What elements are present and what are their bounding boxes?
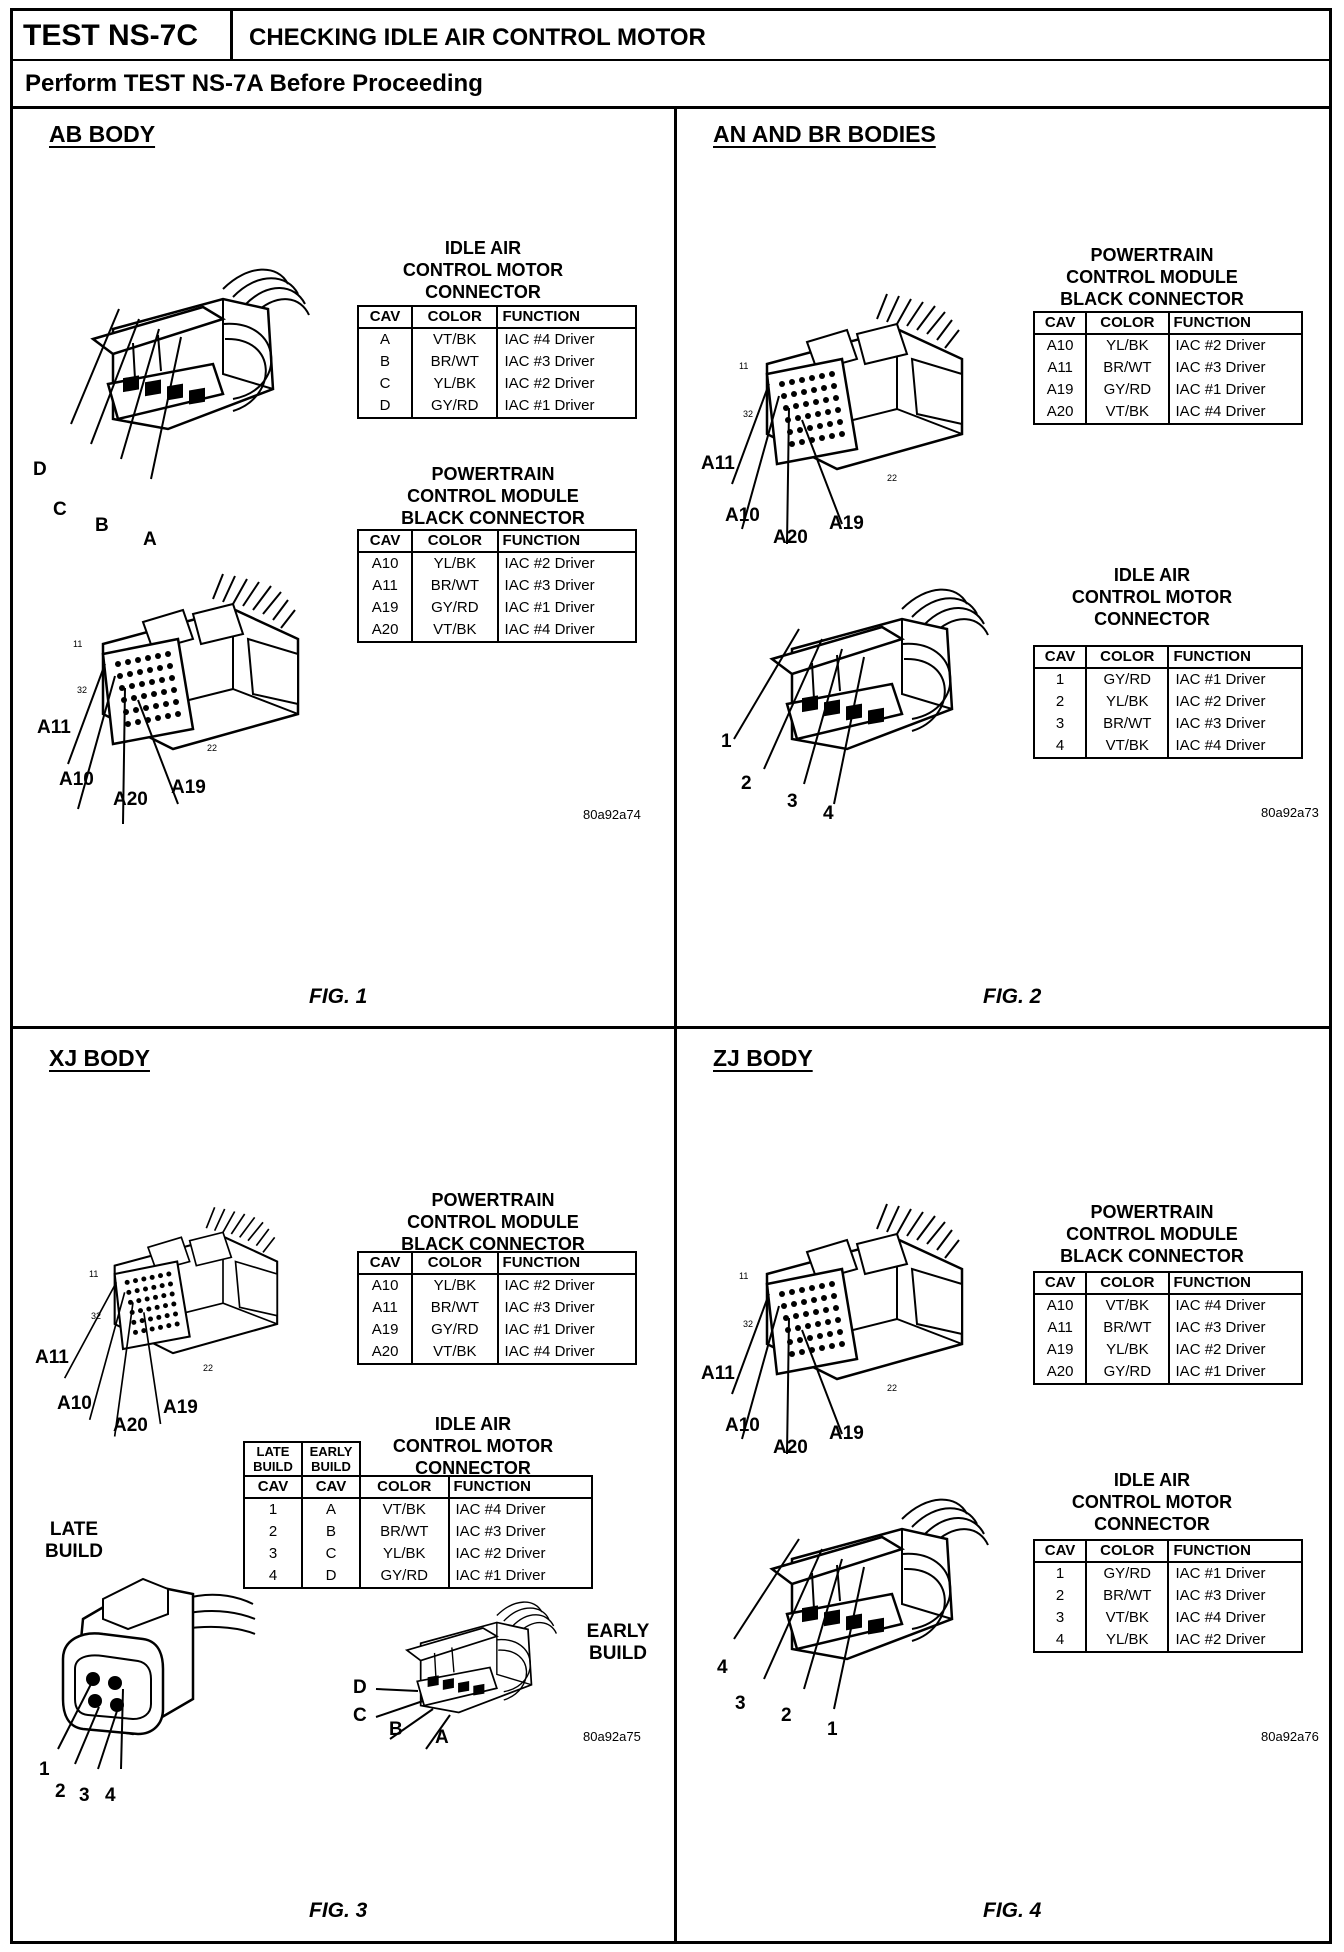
- spacer: [360, 1442, 449, 1476]
- fig1-pin-32: 32: [77, 685, 88, 695]
- cell: IAC #3 Driver: [1168, 1585, 1302, 1607]
- fig1-pin-11: 11: [73, 639, 83, 649]
- cell: C: [302, 1543, 360, 1565]
- iac-title-line1: IDLE AIR: [444, 238, 522, 258]
- cell: A11: [358, 575, 412, 597]
- table-row: [1034, 1317, 1302, 1339]
- late-build-text: LATE BUILD: [44, 1519, 104, 1562]
- col-function: FUNCTION: [497, 306, 636, 328]
- cell: 1: [1034, 1562, 1086, 1585]
- cell: IAC #4 Driver: [497, 328, 636, 351]
- cell: IAC #2 Driver: [449, 1543, 593, 1565]
- fig3-late-label-3: 3: [79, 1785, 90, 1806]
- cell: YL/BK: [360, 1543, 449, 1565]
- cell: IAC #4 Driver: [1169, 1294, 1302, 1317]
- fig4-caption: FIG. 4: [983, 1899, 1042, 1922]
- cell: IAC #3 Driver: [1169, 357, 1302, 379]
- header-row: [13, 11, 1329, 61]
- cell: IAC #1 Driver: [1168, 668, 1302, 691]
- fig4-pcm-label-a10: A10: [725, 1415, 760, 1436]
- fig3-pcm-label-a19: A19: [163, 1397, 198, 1418]
- cell: BR/WT: [1086, 1585, 1168, 1607]
- fig1-pcm-pin-table: [357, 529, 637, 643]
- cell: GY/RD: [1086, 379, 1168, 401]
- cell: BR/WT: [1086, 1317, 1168, 1339]
- col-cav-early: CAV: [302, 1476, 360, 1498]
- table-row: [244, 1543, 592, 1565]
- cell: A19: [358, 597, 412, 619]
- cell: IAC #1 Driver: [1168, 1562, 1302, 1585]
- fig4-pin-22: 22: [887, 1383, 898, 1393]
- cell: VT/BK: [360, 1498, 449, 1521]
- table-row: [244, 1498, 592, 1521]
- fig3-early-label-c: C: [353, 1705, 367, 1726]
- col-function: FUNCTION: [449, 1476, 593, 1498]
- cell: YL/BK: [1086, 1339, 1168, 1361]
- fig3-early-build-label: [583, 1621, 653, 1665]
- col-color: COLOR: [360, 1476, 449, 1498]
- cell: IAC #4 Driver: [1168, 735, 1302, 758]
- fig1-iac-label-b: B: [95, 515, 109, 536]
- table-row: [1034, 1607, 1302, 1629]
- col-color: COLOR: [412, 306, 497, 328]
- cell: YL/BK: [1086, 334, 1168, 357]
- fig2-iac-label-3: 3: [787, 791, 798, 812]
- table-row: [1034, 1562, 1302, 1585]
- fig3-late-label-2: 2: [55, 1781, 66, 1802]
- fig3-pcm-title: [393, 1189, 593, 1255]
- cell: A10: [1034, 1294, 1086, 1317]
- fig1-pcm-label-a11: A11: [37, 717, 71, 738]
- fig1-iac-connector-drawing: [53, 259, 313, 459]
- fig4-pin-32: 32: [743, 1319, 754, 1329]
- cell: 2: [244, 1521, 302, 1543]
- col-color: COLOR: [1086, 312, 1168, 334]
- pcm-title-line2: CONTROL MODULE: [407, 486, 579, 506]
- cell: IAC #1 Driver: [449, 1565, 593, 1588]
- col-function: FUNCTION: [498, 1252, 636, 1274]
- table-row: [358, 619, 636, 642]
- fig2-pcm-label-a10: A10: [725, 505, 760, 526]
- iac-title-line3: CONNECTOR: [1094, 1514, 1210, 1534]
- fig2-iac-pin-table: [1033, 645, 1303, 759]
- fig4-iac-label-1: 1: [827, 1719, 838, 1740]
- cell: IAC #3 Driver: [1168, 713, 1302, 735]
- cell: GY/RD: [1086, 668, 1168, 691]
- table-row: [1034, 735, 1302, 758]
- fig1-pcm-title: [393, 463, 593, 529]
- cell: YL/BK: [412, 373, 497, 395]
- fig2-pcm-connector-drawing: [747, 299, 987, 509]
- fig3-pin-22: 22: [203, 1363, 214, 1373]
- col-function: FUNCTION: [1168, 1540, 1302, 1562]
- test-title: CHECKING IDLE AIR CONTROL MOTOR: [249, 24, 706, 51]
- fig2-pcm-label-a20: A20: [773, 527, 808, 548]
- cell: C: [358, 373, 412, 395]
- fig4-pcm-pin-table: [1033, 1271, 1303, 1385]
- cell: IAC #3 Driver: [449, 1521, 593, 1543]
- cell: 4: [1034, 735, 1086, 758]
- table-row: [1034, 1294, 1302, 1317]
- cell: 4: [1034, 1629, 1086, 1652]
- iac-title-line3: CONNECTOR: [425, 282, 541, 302]
- col-function: FUNCTION: [498, 530, 636, 552]
- col-function: FUNCTION: [1169, 1272, 1302, 1294]
- table-row: [1034, 1361, 1302, 1384]
- iac-title-line2: CONTROL MOTOR: [1071, 1492, 1233, 1512]
- cell: IAC #2 Driver: [498, 552, 636, 575]
- fig2-panel: [677, 109, 1332, 1026]
- fig3-pcm-label-a11: A11: [35, 1347, 69, 1368]
- table-row: [358, 1341, 636, 1364]
- fig3-early-label-d: D: [353, 1677, 367, 1698]
- cell: A20: [358, 619, 412, 642]
- col-color: COLOR: [1086, 1272, 1168, 1294]
- iac-title-line3: CONNECTOR: [415, 1458, 531, 1478]
- fig2-pcm-pin-table: [1033, 311, 1303, 425]
- cell: IAC #1 Driver: [497, 395, 636, 418]
- cell: IAC #1 Driver: [1169, 379, 1302, 401]
- pcm-title-line3: BLACK CONNECTOR: [401, 508, 585, 528]
- fig1-pcm-connector-drawing: [83, 579, 323, 789]
- cell: VT/BK: [1086, 401, 1168, 424]
- fig3-pcm-label-a20: A20: [113, 1415, 148, 1436]
- fig3-caption: FIG. 3: [309, 1899, 368, 1922]
- cell: IAC #3 Driver: [498, 575, 636, 597]
- cell: 1: [244, 1498, 302, 1521]
- cell: IAC #1 Driver: [498, 597, 636, 619]
- cell: A10: [1034, 334, 1086, 357]
- table-row: [358, 1297, 636, 1319]
- cell: IAC #2 Driver: [1169, 334, 1302, 357]
- cell: A19: [1034, 1339, 1086, 1361]
- fig3-early-label-a: A: [435, 1727, 449, 1748]
- page-frame: [10, 8, 1332, 1944]
- fig2-iac-connector-drawing: [732, 579, 992, 779]
- col-color: COLOR: [1086, 1540, 1168, 1562]
- table-row: [1034, 1629, 1302, 1652]
- fig3-body-title: XJ BODY: [49, 1045, 150, 1071]
- fig3-pcm-label-a10: A10: [57, 1393, 92, 1414]
- test-id: TEST NS-7C: [13, 11, 233, 61]
- early-build-text: EARLY BUILD: [586, 1621, 650, 1664]
- cell: A: [302, 1498, 360, 1521]
- fig3-early-leaders: [368, 1679, 468, 1759]
- fig2-pcm-label-a11: A11: [701, 453, 735, 474]
- col-late-build: LATE BUILD: [244, 1442, 302, 1476]
- col-function: FUNCTION: [1169, 312, 1302, 334]
- cell: VT/BK: [1086, 735, 1168, 758]
- fig1-panel: [13, 109, 674, 1026]
- table-row: [358, 552, 636, 575]
- fig4-iac-connector-drawing: [732, 1489, 992, 1689]
- cell: YL/BK: [412, 1274, 497, 1297]
- cell: BR/WT: [412, 351, 497, 373]
- table-row: [358, 373, 636, 395]
- fig1-iac-label-a: A: [143, 529, 157, 550]
- pcm-title-line2: CONTROL MODULE: [407, 1212, 579, 1232]
- fig2-caption: FIG. 2: [983, 985, 1042, 1008]
- fig4-iac-label-3: 3: [735, 1693, 746, 1714]
- fig4-pcm-label-a20: A20: [773, 1437, 808, 1458]
- col-cav: CAV: [358, 306, 412, 328]
- cell: 4: [244, 1565, 302, 1588]
- fig1-iac-label-c: C: [53, 499, 67, 520]
- cell: IAC #1 Driver: [498, 1319, 636, 1341]
- fig1-body-title: AB BODY: [49, 121, 156, 147]
- pcm-title-line2: CONTROL MODULE: [1066, 267, 1238, 287]
- cell: IAC #4 Driver: [498, 619, 636, 642]
- cell: 3: [1034, 713, 1086, 735]
- cell: IAC #2 Driver: [497, 373, 636, 395]
- fig3-late-label-4: 4: [105, 1785, 116, 1806]
- pcm-title-line1: POWERTRAIN: [1090, 1202, 1214, 1222]
- fig1-pcm-label-a20: A20: [113, 789, 148, 810]
- fig1-caption: FIG. 1: [309, 985, 368, 1008]
- cell: A11: [1034, 357, 1086, 379]
- fig3-iac-pin-table: [243, 1441, 593, 1589]
- cell: 2: [1034, 1585, 1086, 1607]
- iac-title-line1: IDLE AIR: [1113, 565, 1191, 585]
- pcm-title-line1: POWERTRAIN: [431, 1190, 555, 1210]
- pcm-title-line2: CONTROL MODULE: [1066, 1224, 1238, 1244]
- fig1-drawing-code: 80a92a74: [583, 807, 641, 822]
- iac-title-line2: CONTROL MOTOR: [1071, 587, 1233, 607]
- col-color: COLOR: [412, 1252, 497, 1274]
- cell: A20: [1034, 401, 1086, 424]
- cell: A19: [1034, 379, 1086, 401]
- fig1-pcm-label-a19: A19: [171, 777, 206, 798]
- fig2-iac-label-4: 4: [823, 803, 834, 824]
- cell: 2: [1034, 691, 1086, 713]
- pcm-title-line3: BLACK CONNECTOR: [1060, 1246, 1244, 1266]
- fig4-iac-label-2: 2: [781, 1705, 792, 1726]
- table-row: [1034, 401, 1302, 424]
- cell: IAC #3 Driver: [498, 1297, 636, 1319]
- fig4-iac-title: [1052, 1469, 1252, 1535]
- cell: IAC #4 Driver: [498, 1341, 636, 1364]
- col-cav: CAV: [358, 530, 412, 552]
- table-row: [1034, 713, 1302, 735]
- cell: D: [358, 395, 412, 418]
- fig1-iac-pin-table: [357, 305, 637, 419]
- spacer: [449, 1442, 593, 1476]
- fig4-pcm-label-a19: A19: [829, 1423, 864, 1444]
- table-row: [244, 1565, 592, 1588]
- col-early-build: EARLY BUILD: [302, 1442, 360, 1476]
- col-color: COLOR: [412, 530, 497, 552]
- fig4-pcm-title: [1052, 1201, 1252, 1267]
- fig1-iac-title: [383, 237, 583, 303]
- fig4-pin-11: 11: [739, 1271, 749, 1281]
- cell: VT/BK: [1086, 1607, 1168, 1629]
- cell: GY/RD: [1086, 1562, 1168, 1585]
- fig2-iac-label-2: 2: [741, 773, 752, 794]
- fig2-pin-22: 22: [887, 473, 898, 483]
- fig3-pcm-connector-drawing: [98, 1209, 298, 1389]
- table-row: [1034, 334, 1302, 357]
- cell: VT/BK: [412, 619, 497, 642]
- fig3-late-label-1: 1: [39, 1759, 50, 1780]
- col-cav: CAV: [358, 1252, 412, 1274]
- fig2-iac-label-1: 1: [721, 731, 732, 752]
- cell: IAC #3 Driver: [1169, 1317, 1302, 1339]
- pcm-title-line1: POWERTRAIN: [431, 464, 555, 484]
- cell: B: [358, 351, 412, 373]
- fig4-pcm-label-a11: A11: [701, 1363, 735, 1384]
- cell: A19: [358, 1319, 412, 1341]
- table-row: [1034, 668, 1302, 691]
- table-row: [1034, 379, 1302, 401]
- fig3-pin-11: 11: [89, 1269, 99, 1279]
- fig4-iac-label-4: 4: [717, 1657, 728, 1678]
- table-row: [358, 328, 636, 351]
- cell: A11: [358, 1297, 412, 1319]
- iac-title-line1: IDLE AIR: [1113, 1470, 1191, 1490]
- table-row: [1034, 357, 1302, 379]
- cell: BR/WT: [412, 575, 497, 597]
- col-function: FUNCTION: [1168, 646, 1302, 668]
- cell: IAC #1 Driver: [1169, 1361, 1302, 1384]
- cell: IAC #4 Driver: [449, 1498, 593, 1521]
- fig3-drawing-code: 80a92a75: [583, 1729, 641, 1744]
- prerequisite-note: Perform TEST NS-7A Before Proceeding: [13, 61, 1329, 109]
- fig3-late-build-connector-drawing: [43, 1559, 243, 1759]
- col-color: COLOR: [1086, 646, 1168, 668]
- cell: VT/BK: [1086, 1294, 1168, 1317]
- col-cav: CAV: [1034, 1272, 1086, 1294]
- cell: BR/WT: [1086, 357, 1168, 379]
- fig3-panel: [13, 1029, 674, 1944]
- cell: 1: [1034, 668, 1086, 691]
- fig1-pin-22: 22: [207, 743, 218, 753]
- cell: D: [302, 1565, 360, 1588]
- fig2-pcm-label-a19: A19: [829, 513, 864, 534]
- iac-title-line2: CONTROL MOTOR: [402, 260, 564, 280]
- cell: 3: [1034, 1607, 1086, 1629]
- table-row: [358, 1274, 636, 1297]
- cell: GY/RD: [360, 1565, 449, 1588]
- table-row: [358, 1319, 636, 1341]
- iac-title-line1: IDLE AIR: [434, 1414, 512, 1434]
- cell: GY/RD: [412, 597, 497, 619]
- cell: BR/WT: [1086, 713, 1168, 735]
- fig4-iac-pin-table: [1033, 1539, 1303, 1653]
- cell: A: [358, 328, 412, 351]
- cell: VT/BK: [412, 328, 497, 351]
- cell: GY/RD: [412, 395, 497, 418]
- table-row: [1034, 1585, 1302, 1607]
- table-row: [1034, 1339, 1302, 1361]
- fig2-iac-title: [1052, 564, 1252, 630]
- cell: IAC #4 Driver: [1168, 1607, 1302, 1629]
- cell: IAC #2 Driver: [1168, 691, 1302, 713]
- fig1-iac-label-d: D: [33, 459, 47, 480]
- table-row: [358, 575, 636, 597]
- fig3-pcm-pin-table: [357, 1251, 637, 1365]
- col-cav-late: CAV: [244, 1476, 302, 1498]
- cell: GY/RD: [412, 1319, 497, 1341]
- fig2-pcm-title: [1052, 244, 1252, 310]
- fig4-body-title: ZJ BODY: [713, 1045, 813, 1071]
- table-row: [358, 351, 636, 373]
- cell: IAC #4 Driver: [1169, 401, 1302, 424]
- fig3-pin-32: 32: [91, 1311, 102, 1321]
- table-row: [358, 597, 636, 619]
- fig4-pcm-connector-drawing: [747, 1209, 987, 1419]
- cell: A11: [1034, 1317, 1086, 1339]
- col-cav: CAV: [1034, 1540, 1086, 1562]
- pcm-title-line3: BLACK CONNECTOR: [401, 1234, 585, 1254]
- cell: A20: [358, 1341, 412, 1364]
- fig2-body-title: AN AND BR BODIES: [713, 121, 936, 147]
- cell: YL/BK: [1086, 1629, 1168, 1652]
- cell: A10: [358, 552, 412, 575]
- cell: A20: [1034, 1361, 1086, 1384]
- fig2-drawing-code: 80a92a73: [1261, 805, 1319, 820]
- table-row: [1034, 691, 1302, 713]
- fig2-pin-32: 32: [743, 409, 754, 419]
- iac-title-line3: CONNECTOR: [1094, 609, 1210, 629]
- cell: GY/RD: [1086, 1361, 1168, 1384]
- pcm-title-line1: POWERTRAIN: [1090, 245, 1214, 265]
- fig4-panel: [677, 1029, 1332, 1944]
- col-cav: CAV: [1034, 312, 1086, 334]
- cell: BR/WT: [412, 1297, 497, 1319]
- pcm-title-line3: BLACK CONNECTOR: [1060, 289, 1244, 309]
- fig3-late-build-label: [39, 1519, 109, 1563]
- cell: IAC #2 Driver: [1169, 1339, 1302, 1361]
- fig2-pin-11: 11: [739, 361, 749, 371]
- iac-title-line2: CONTROL MOTOR: [392, 1436, 554, 1456]
- cell: IAC #2 Driver: [498, 1274, 636, 1297]
- fig1-pcm-label-a10: A10: [59, 769, 94, 790]
- table-row: [358, 395, 636, 418]
- cell: IAC #3 Driver: [497, 351, 636, 373]
- cell: B: [302, 1521, 360, 1543]
- cell: 3: [244, 1543, 302, 1565]
- fig4-drawing-code: 80a92a76: [1261, 1729, 1319, 1744]
- cell: A10: [358, 1274, 412, 1297]
- cell: BR/WT: [360, 1521, 449, 1543]
- cell: YL/BK: [1086, 691, 1168, 713]
- cell: YL/BK: [412, 552, 497, 575]
- fig3-early-label-b: B: [389, 1719, 403, 1740]
- cell: IAC #2 Driver: [1168, 1629, 1302, 1652]
- cell: VT/BK: [412, 1341, 497, 1364]
- table-row: [244, 1521, 592, 1543]
- col-cav: CAV: [1034, 646, 1086, 668]
